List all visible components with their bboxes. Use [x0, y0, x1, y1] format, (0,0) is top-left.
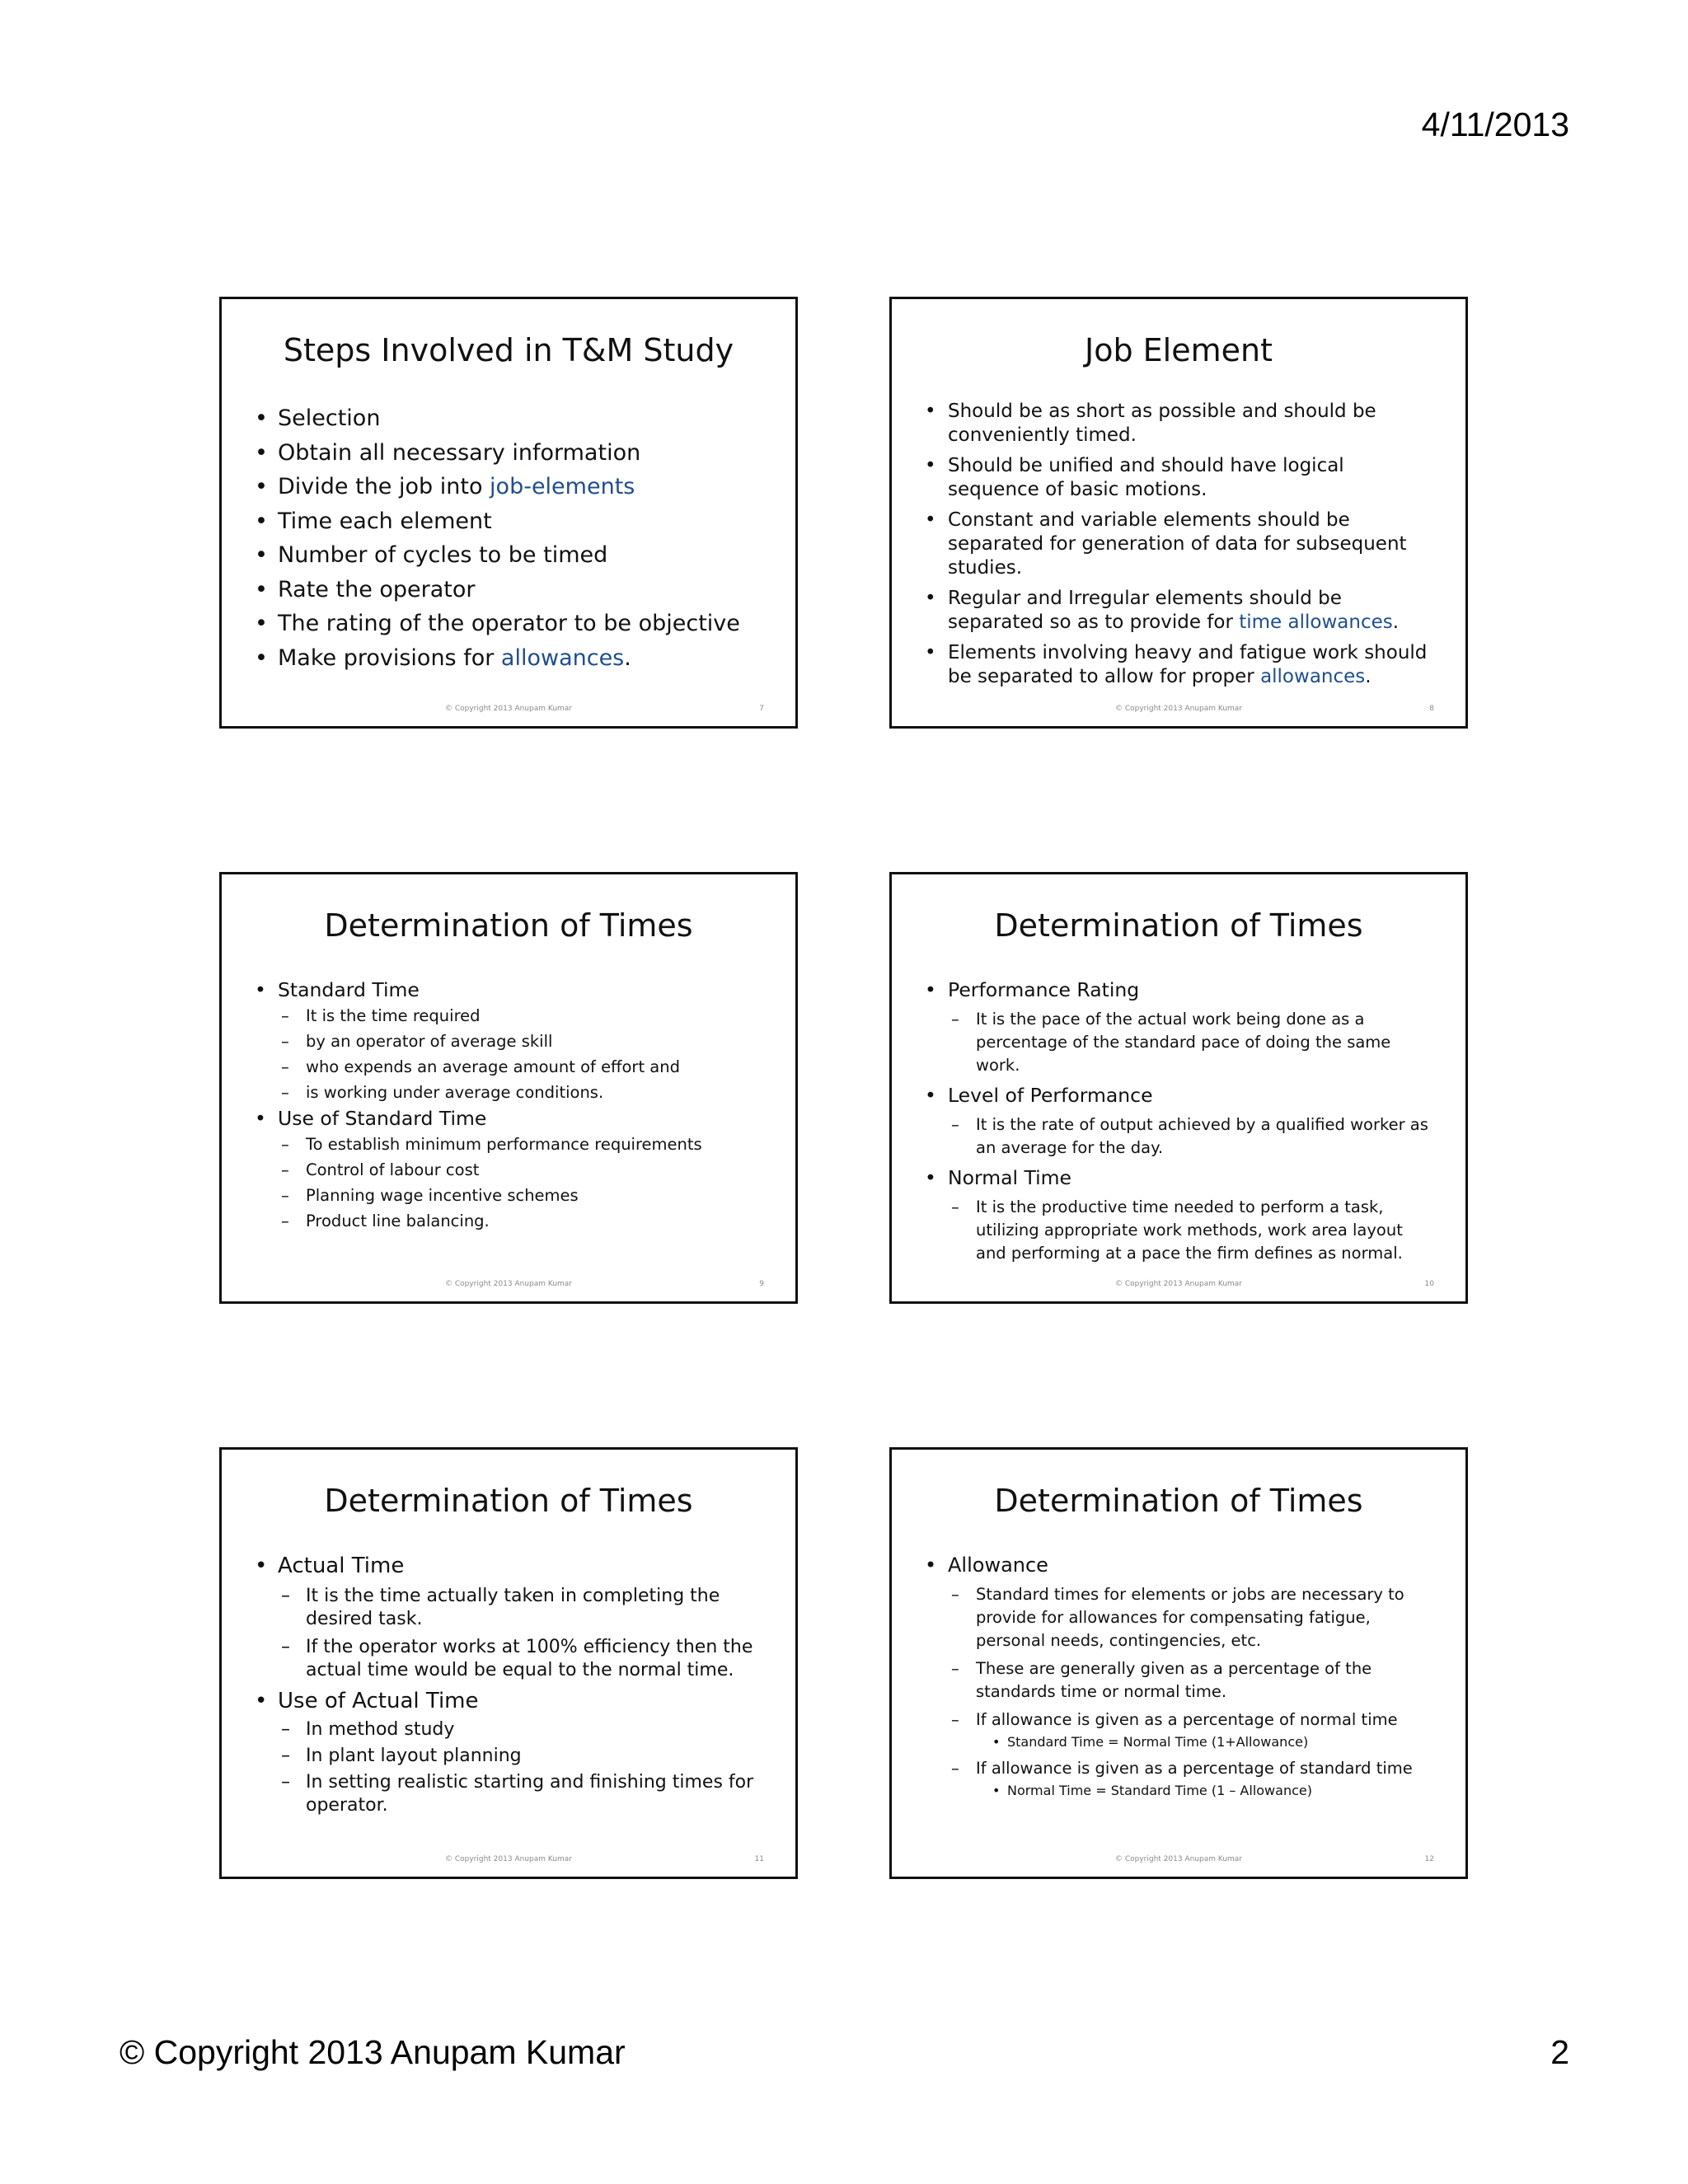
- slide-footer: © Copyright 2013 Anupam Kumar: [1114, 1855, 1243, 1863]
- bullet-item: • Actual Time: [255, 1552, 762, 1580]
- slide-title: Determination of Times: [324, 907, 693, 944]
- sub-bullet-item: – It is the productive time needed to perform a task, utilizing appropriate work methods, work area layout and performing at a pace the firm defines as normal.: [925, 1196, 1432, 1265]
- sub-bullet-item: – Product line balancing.: [255, 1208, 762, 1234]
- bullet-item: • Level of Performance: [925, 1082, 1432, 1108]
- slide-body: [925, 1552, 1432, 1801]
- slide-title: Job Element: [1085, 332, 1273, 368]
- sub-bullet-item: – In plant layout planning: [255, 1745, 762, 1768]
- bullet-item: • Should be as short as possible and should be conveniently timed.: [925, 400, 1432, 448]
- slide-number: 12: [1424, 1855, 1434, 1863]
- sub-bullet-item: – who expends an average amount of effort and: [255, 1054, 762, 1080]
- bullet-item: • Selection: [255, 401, 762, 436]
- sub-bullet-item: – Planning wage incentive schemes: [255, 1183, 762, 1208]
- bullet-item: • Make provisions for allowances.: [255, 641, 762, 676]
- slide-footer: © Copyright 2013 Anupam Kumar: [444, 1855, 573, 1863]
- bullet-item: • Normal Time: [925, 1165, 1432, 1191]
- job-elements-link[interactable]: job-elements: [490, 474, 635, 499]
- slide-footer: © Copyright 2013 Anupam Kumar: [1114, 705, 1243, 713]
- bullet-list: [925, 400, 1432, 689]
- bullet-item: • Time each element: [255, 504, 762, 539]
- slide-body: [925, 977, 1432, 1265]
- page-copyright: © Copyright 2013 Anupam Kumar: [120, 2033, 626, 2071]
- slide-10: [889, 872, 1468, 1304]
- slide-number: 11: [754, 1855, 764, 1863]
- bullet-item: • Constant and variable elements should be separated for generation of data for subsequent studies.: [925, 509, 1432, 580]
- formula-item: • Normal Time = Standard Time (1 – Allowance): [925, 1780, 1432, 1801]
- bullet-item: • Use of Actual Time: [255, 1687, 762, 1715]
- time-allowances-link[interactable]: time allowances: [1239, 612, 1393, 633]
- bullet-list: [255, 977, 762, 1234]
- bullet-item: • Obtain all necessary information: [255, 436, 762, 471]
- sub-bullet-item: – It is the pace of the actual work being done as a percentage of the standard pace of doing the same work.: [925, 1008, 1432, 1077]
- slide-footer: © Copyright 2013 Anupam Kumar: [444, 705, 573, 713]
- bullet-item: • Rate the operator: [255, 573, 762, 607]
- slide-8: [889, 297, 1468, 729]
- bullet-item: • Performance Rating: [925, 977, 1432, 1003]
- bullet-list: [925, 1552, 1432, 1801]
- bullet-item: • Number of cycles to be timed: [255, 538, 762, 573]
- slide-body: [255, 1552, 762, 1817]
- slide-11: [219, 1447, 798, 1879]
- slide-body: [255, 977, 762, 1234]
- sub-bullet-item: – Control of labour cost: [255, 1157, 762, 1183]
- bullet-item: • Standard Time: [255, 977, 762, 1003]
- bullet-list: [925, 977, 1432, 1265]
- slide-number: 9: [759, 1280, 764, 1288]
- bullet-list: [255, 1552, 762, 1817]
- sub-bullet-item: – If allowance is given as a percentage of normal time: [925, 1708, 1432, 1732]
- bullet-item: • Regular and Irregular elements should be separated so as to provide for time allowances.: [925, 587, 1432, 635]
- sub-bullet-item: – is working under average conditions.: [255, 1080, 762, 1105]
- slide-number: 10: [1424, 1280, 1434, 1288]
- slide-number: 8: [1429, 705, 1434, 713]
- slide-7: [219, 297, 798, 729]
- slide-footer: © Copyright 2013 Anupam Kumar: [1114, 1280, 1243, 1288]
- slide-9: [219, 872, 798, 1304]
- bullet-item: • Divide the job into job-elements: [255, 470, 762, 504]
- slide-footer: © Copyright 2013 Anupam Kumar: [444, 1280, 573, 1288]
- slide-title: Steps Involved in T&M Study: [283, 332, 734, 368]
- sub-bullet-item: – It is the rate of output achieved by a qualified worker as an average for the day.: [925, 1113, 1432, 1160]
- bullet-list: [255, 401, 762, 675]
- slide-title: Determination of Times: [994, 907, 1363, 944]
- formula-item: • Standard Time = Normal Time (1+Allowance): [925, 1732, 1432, 1752]
- bullet-item: • Elements involving heavy and fatigue work should be separated to allow for proper allowances.: [925, 641, 1432, 689]
- sub-bullet-item: – These are generally given as a percentage of the standards time or normal time.: [925, 1657, 1432, 1704]
- allowances-link[interactable]: allowances: [1260, 666, 1366, 687]
- bullet-item: • The rating of the operator to be objective: [255, 607, 762, 641]
- bullet-item: • Allowance: [925, 1552, 1432, 1578]
- allowances-link[interactable]: allowances: [500, 644, 625, 671]
- slide-number: 7: [759, 705, 764, 713]
- sub-bullet-item: – It is the time actually taken in completing the desired task.: [255, 1585, 762, 1631]
- page-number: 2: [1550, 2033, 1569, 2071]
- slide-title: Determination of Times: [324, 1483, 693, 1519]
- sub-bullet-item: – To establish minimum performance requirements: [255, 1132, 762, 1157]
- slide-title: Determination of Times: [994, 1483, 1363, 1519]
- bullet-item: • Use of Standard Time: [255, 1105, 762, 1132]
- bullet-item: • Should be unified and should have logical sequence of basic motions.: [925, 454, 1432, 502]
- sub-bullet-item: – Standard times for elements or jobs are necessary to provide for allowances for compensating fatigue, personal needs, contingencies, etc.: [925, 1583, 1432, 1652]
- sub-bullet-item: – It is the time required: [255, 1003, 762, 1029]
- sub-bullet-item: – If allowance is given as a percentage of standard time: [925, 1757, 1432, 1780]
- sub-bullet-item: – by an operator of average skill: [255, 1029, 762, 1054]
- slide-body: [255, 401, 762, 675]
- page-date: 4/11/2013: [1421, 105, 1569, 143]
- slide-12: [889, 1447, 1468, 1879]
- slide-body: [925, 400, 1432, 696]
- sub-bullet-item: – In setting realistic starting and finishing times for operator.: [255, 1771, 762, 1817]
- sub-bullet-item: – If the operator works at 100% efficiency then the actual time would be equal to the normal time.: [255, 1636, 762, 1682]
- sub-bullet-item: – In method study: [255, 1718, 762, 1741]
